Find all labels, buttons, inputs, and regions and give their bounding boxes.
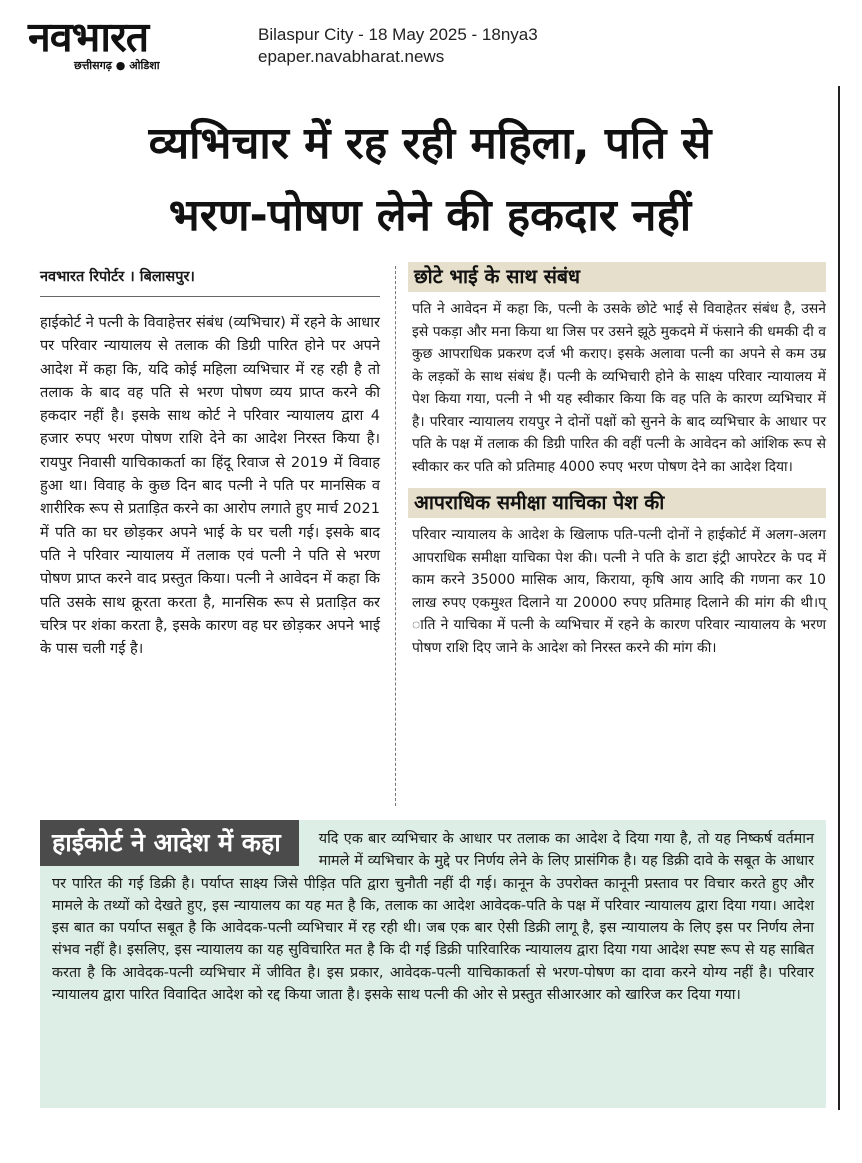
byline-divider xyxy=(40,296,380,297)
byline: नवभारत रिपोर्टर । बिलासपुर। xyxy=(40,269,195,285)
masthead xyxy=(28,14,238,80)
page-border-right xyxy=(838,86,840,1110)
epaper-site: epaper.navabharat.news xyxy=(258,47,445,66)
section-small-brother-body: पति ने आवेदन में कहा कि, पत्नी के उसके छोटे भाई से विवाहेतर संबंध है, उसने इसे पकड़ा और मना किया था जिस पर उसने झूठे मुकदमे में फंसाने की धमकी दी व कुछ आपराधिक प्रकरण दर्ज भी कराए। इसके अलावा पत्नी का अपने से कम उम्र के लड़कों के साथ संबंध हैं। पत्नी के व्यभिचारी होने के साक्ष्य परिवार न्यायालय में पेश किया गया, पत्नी ने भी यह स्वीकार किया कि वह पति के कारण व्यभिचार में है। परिवार न्यायालय रायपुर ने दोनों पक्षों को सुनने के बाद व्यभिचार के आधार पर पति के पक्ष में तलाक की डिग्री पारित की वहीं पत्नी के आवेदन को आंशिक रूप से स्वीकार कर पति को प्रतिमाह 4000 रुपए भरण पोषण देने का आदेश दिया। xyxy=(412,301,826,475)
column-divider xyxy=(395,266,396,806)
headline-line-2: भरण-पोषण लेने की हकदार नहीं xyxy=(168,190,692,241)
subheading-criminal-review: आपराधिक समीक्षा याचिका पेश की xyxy=(408,488,826,518)
side-column xyxy=(408,262,826,669)
section-criminal-review-body: परिवार न्यायालय के आदेश के खिलाफ पति-पत्नी दोनों ने हाईकोर्ट में अलग-अलग आपराधिक समीक्षा याचिका पेश की। पत्नी ने पति के डाटा इंट्री आपरेटर के पद में काम करने 35000 मासिक आय, किराया, कृषि आय आदि की गणना कर 10 लाख रुपए एकमुश्त दिलाने या 20000 रुपए प्रतिमाह दिलाने की मांग की थी।प् ाति ने याचिका में पत्नी के व्यभिचार में रहने के कारण परिवार न्यायालय के भरण पोषण राशि दिए जाने के आदेश को निरस्त करने की मांग की। xyxy=(412,527,826,656)
subheading-small-brother: छोटे भाई के साथ संबंध xyxy=(408,262,826,292)
box-body: यदि एक बार व्यभिचार के आधार पर तलाक का आदेश दे दिया गया है, तो यह निष्कर्ष वर्तमान मामले में व्यभिचार के मुद्दे पर निर्णय लेने के लिए प्रासंगिक है। यह डिक्री दावे के सबूत के आधार पर पारित की गई डिक्री है। पर्याप्त साक्ष्य जिसे पीड़ित पति द्वारा चुनौती नहीं दी गई। कानून के उपरोक्त कानूनी प्रस्ताव पर विचार करते हुए और मामले के तथ्यों को देखते हुए, इस न्यायालय का यह मत है कि, तलाक का आदेश आवेदक-पति के पक्ष में परिवार न्यायालय द्वारा दिया गया। आदेश इस बात का पर्याप्त सबूत है कि आवेदक-पत्नी व्यभिचार में रह रही थी। जब एक बार ऐसी डिक्री लागू है, इस न्यायालय के लिए इस पर निर्णय लेना संभव नहीं है। इसलिए, इस न्यायालय का यह सुविचारित मत है कि दी गई डिक्री पारिवारिक न्यायालय द्वारा दिया गया आदेश स्पष्ट रूप से यह साबित करता है कि आवेदक-पत्नी व्यभिचार में जीवित है। इस प्रकार, आवेदक-पत्नी याचिकाकर्ता से भरण-पोषण का दावा करने योग्य नहीं है। परिवार न्यायालय द्वारा पारित विवादित आदेश को रद्द किया जाता है। इसके साथ पत्नी की ओर से प्रस्तुत सीआरआर को खारिज कर दिया गया। xyxy=(52,831,814,1004)
headline-line-1: व्यभिचार में रह रही महिला, पति से xyxy=(148,118,712,169)
edition-line: Bilaspur City - 18 May 2025 - 18nya3 xyxy=(258,25,538,44)
edition-info xyxy=(258,24,538,68)
article-body: हाईकोर्ट ने पत्नी के विवाहेत्तर संबंध (व्यभिचार) में रहने के आधार पर परिवार न्यायालय से तलाक की डिग्री पारित होने पर अपने आदेश में कहा कि, यदि कोई महिला व्यभिचार में रह रही है तो तलाक के बाद वह पति से भरण पोषण व्यय प्राप्त करने की हकदार नहीं है। इसके साथ कोर्ट ने परिवार न्यायालय द्वारा 4 हजार रुपए भरण पोषण राशि देने का आदेश निरस्त किया है। रायपुर निवासी याचिकाकर्ता का हिंदू रिवाज से 2019 में विवाह हुआ था। विवाह के कुछ दिन बाद पत्नी ने पति पर मानसिक व शारीरिक रूप से प्रताड़ित करने का आरोप लगाते हुए मार्च 2021 में पति का घर छोड़कर अपने भाई के घर चली गई। इसके बाद पति ने परिवार न्यायालय में तलाक एवं पत्नी ने पति से भरण पोषण प्राप्त करने वाद प्रस्तुत किया। पत्नी ने आवेदन में कहा कि पति उसके साथ क्रूरता करता है, मानसिक रूप से प्रताड़ित कर चरित्र पर शंका करता है, इसके कारण वह घर छोड़कर अपने भाई के पास चली गई है। xyxy=(40,314,380,658)
box-heading: हाईकोर्ट ने आदेश में कहा xyxy=(40,820,299,866)
newspaper-logo: नवभारत xyxy=(28,13,149,61)
highcourt-order-box xyxy=(40,820,826,1108)
main-column xyxy=(40,266,380,660)
headline xyxy=(30,108,830,252)
logo-regions: छत्तीसगढ़ ● ओडिशा xyxy=(74,59,160,72)
